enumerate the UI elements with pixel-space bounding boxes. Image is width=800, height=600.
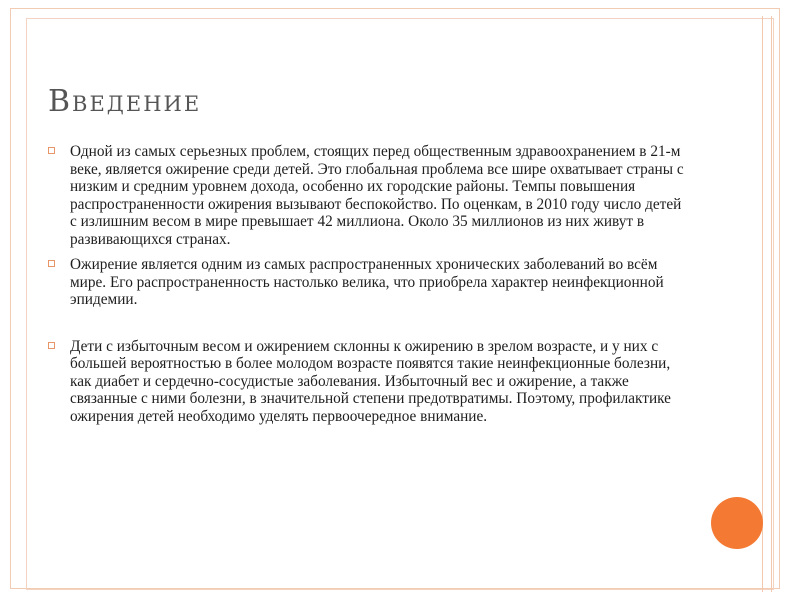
orange-circle-decoration-icon (711, 497, 763, 549)
hollow-square-bullet-icon (48, 342, 55, 349)
bullet-text: Ожирение является одним из самых распространенных хронических заболеваний во всём мире. Его распространенность настолько велика, что приобрела характер неинфекционной эпидемии. (70, 256, 664, 308)
bullet-text: Дети с избыточным весом и ожирением склонны к ожирению в зрелом возрасте, и у них с большей вероятностью в более молодом возрасте появятся такие неинфекционные болезни, как диабет и сердечно-сосудистые заболевания. Избыточный вес и ожирение, а также связанные с ними болезни, в значительной степени предотвратимы. Поэтому, профилактике ожирения детей необходимо уделять первоочередное внимание. (70, 337, 671, 425)
bullet-item (48, 143, 688, 248)
hollow-square-bullet-icon (48, 260, 55, 267)
hollow-square-bullet-icon (48, 147, 55, 154)
bullet-text: Одной из самых серьезных проблем, стоящих перед общественным здравоохранением в 21-м веке, является ожирение среди детей. Это глобальная проблема все шире охватывает страны с низким и средним уровнем дохода, особенно их городские районы. Темпы повышения распространенности ожирения вызывают беспокойство. По оценкам, в 2010 году число детей с излишним весом в мире превышает 42 миллиона. Около 35 миллионов из них живут в развивающихся странах. (70, 143, 684, 248)
slide-frame-right-band (762, 16, 772, 592)
bullet-item (48, 256, 688, 309)
slide-content (48, 143, 688, 425)
bullet-item (48, 338, 688, 426)
slide-title: Введение (48, 84, 202, 119)
